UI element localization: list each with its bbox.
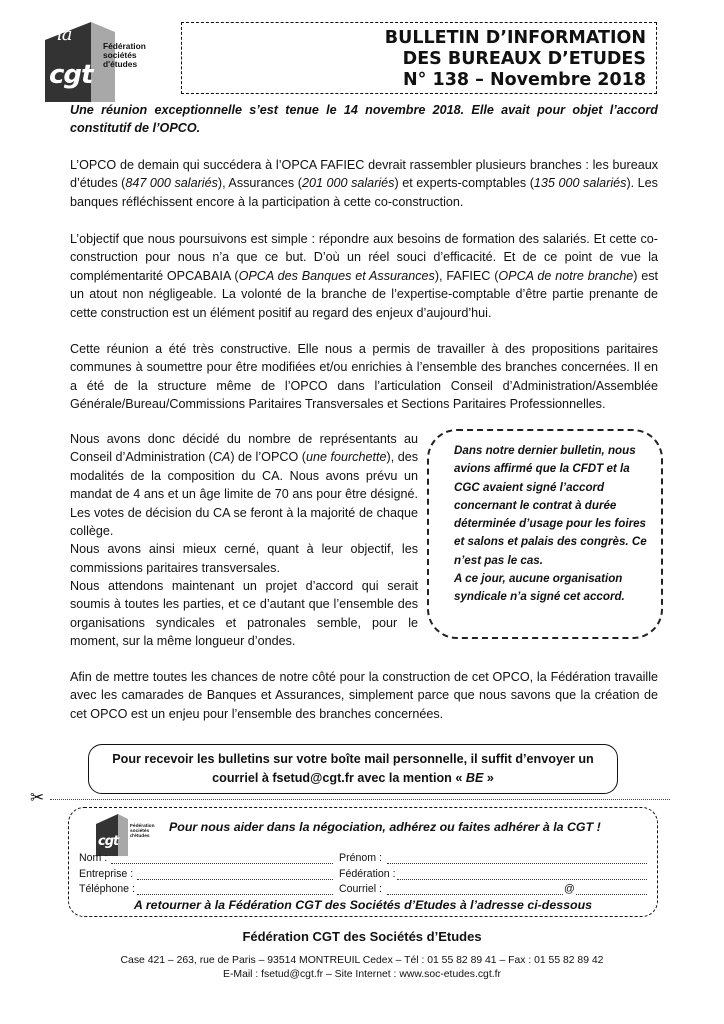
form-logo-subtitle: Fédération sociétés d'études (130, 824, 155, 840)
entreprise-field[interactable] (137, 869, 333, 880)
callout-text: Dans notre dernier bulletin, nous avions affirmé que la CFDT et la CGC avaient signé l’accord concernant le contrat à durée déterminée d’usage pour les foires et salons et palais des congrès. Ce n’est pas le cas. (454, 444, 647, 567)
bulletin-title-line2: DES BUREAUX D’ETUDES (402, 49, 646, 69)
telephone-label: Téléphone : (79, 883, 135, 895)
paragraph-attente: Nous attendons maintenant un projet d’accord qui serait soumis à toutes les parties, et ce d’autant que l’ensemble des organisations syndicales et patronales semble, pour le moment, sur la même longueur d’ondes. (70, 579, 418, 649)
form-return-instruction: A retourner à la Fédération CGT des Sociétés d’Etudes à l’adresse ci-dessous (133, 898, 593, 912)
paragraph-federation: Afin de mettre toutes les chances de notre côté pour la construction de cet OPCO, la Fédération travaille avec les camarades de Banques et Assurances, simplement parce que nous savons que la création de cet OPCO est un enjeu pour l’ensemble des branches concernées. (70, 670, 658, 721)
footer-federation-name: Fédération CGT des Sociétés d’Etudes (242, 929, 482, 944)
cut-line (50, 799, 670, 800)
at-sign: @ (564, 883, 575, 895)
membership-form (68, 807, 658, 917)
paragraph-reunion: Cette réunion a été très constructive. Elle nous a permis de travailler à des propositions paritaires communes à soumettre pour être modifiées et/ou enrichies à l’ensemble des branches concernées. Il en a été de la structure même de l’OPCO dans l’articulation Conseil d’Administration/Assemblée Générale/Bureau/Commissions Paritaires Transversales et Sections Paritaires Professionnelles. (70, 342, 658, 412)
bulletin-header-box (181, 22, 657, 94)
paragraph-decisions: Nous avons donc décidé du nombre de représentants au Conseil d’Administration (CA) de l’OPCO (une fourchette), des modalités de la composition du CA. Nous avons prévu un mandat de 4 ans et un âge limite de 70 ans pour être désigné. Les votes de décision du CA se feront à la majorité de chaque collège. Nous avons ainsi mieux cerné, quant à leur objectif, les commissions paritaires transversales. (70, 432, 419, 575)
courriel-domain-field[interactable] (576, 884, 647, 895)
bulletin-issue: N° 138 – Novembre 2018 (403, 70, 646, 90)
telephone-field[interactable] (137, 884, 333, 895)
prenom-label: Prénom : (339, 852, 382, 864)
prenom-field[interactable] (387, 853, 647, 864)
bulletin-title-line1: BULLETIN D’INFORMATION (384, 28, 646, 48)
paragraph-objectif: L’objectif que nous poursuivons est simple : répondre aux besoins de formation des salariés. Et cette co-construction pour nous n’a que ce but. D’où un réel souci d’efficacité. Et de ce point de vue la complémentarité OPCABAIA (OPCA des Banques et Assurances), FAFIEC (OPCA de notre branche) est un atout non négligeable. La volonté de la branche de l’expertise-comptable d’être partie prenante de cette construction est un élément positif au regard des enjeux d’aujourd’hui. (70, 232, 659, 320)
footer-contact: E-Mail : fsetud@cgt.fr – Site Internet : www.soc-etudes.cgt.fr (223, 969, 501, 980)
callout-conclusion: A ce jour, aucune organisation syndicale n’a signé cet accord. (454, 572, 625, 604)
footer-address: Case 421 – 263, rue de Paris – 93514 MONTREUIL Cedex – Tél : 01 55 82 89 41 – Fax : 01 55 82 89 42 (120, 955, 604, 966)
logo-script: la (57, 24, 72, 45)
logo-subtitle: Fédération sociétés d'études (103, 41, 146, 69)
federation-label: Fédération : (339, 868, 396, 880)
nom-field[interactable] (111, 853, 333, 864)
logo-text: cgt (49, 60, 93, 90)
correction-callout (427, 429, 663, 639)
form-heading: Pour nous aider dans la négociation, adhérez ou faites adhérer à la CGT ! (169, 820, 601, 834)
intro-paragraph: Une réunion exceptionnelle s’est tenue le 14 novembre 2018. Elle avait pour objet l’accord constitutif de l’OPCO. (70, 103, 658, 136)
mail-subscription-notice: Pour recevoir les bulletins sur votre boîte mail personnelle, il suffit d’envoyer un courriel à fsetud@cgt.fr avec la mention « BE » (88, 744, 618, 794)
form-cgt-logo (96, 814, 156, 856)
scissors-icon: ✂ (30, 788, 45, 807)
courriel-label: Courriel : (339, 883, 382, 895)
federation-field[interactable] (397, 869, 647, 880)
nom-label: Nom : (79, 852, 108, 864)
courriel-user-field[interactable] (387, 884, 563, 895)
entreprise-label: Entreprise : (79, 868, 134, 880)
paragraph-branches: L’OPCO de demain qui succédera à l’OPCA FAFIEC devrait rassembler plusieurs branches : les bureaux d’études (847 000 salariés), Assurances (201 000 salariés) et experts-comptables (135 000 salariés). Les banques réfléchissent encore à la participation à cette co-construction. (70, 158, 658, 209)
form-logo-text: cgt (98, 834, 119, 849)
cgt-logo (45, 22, 175, 102)
